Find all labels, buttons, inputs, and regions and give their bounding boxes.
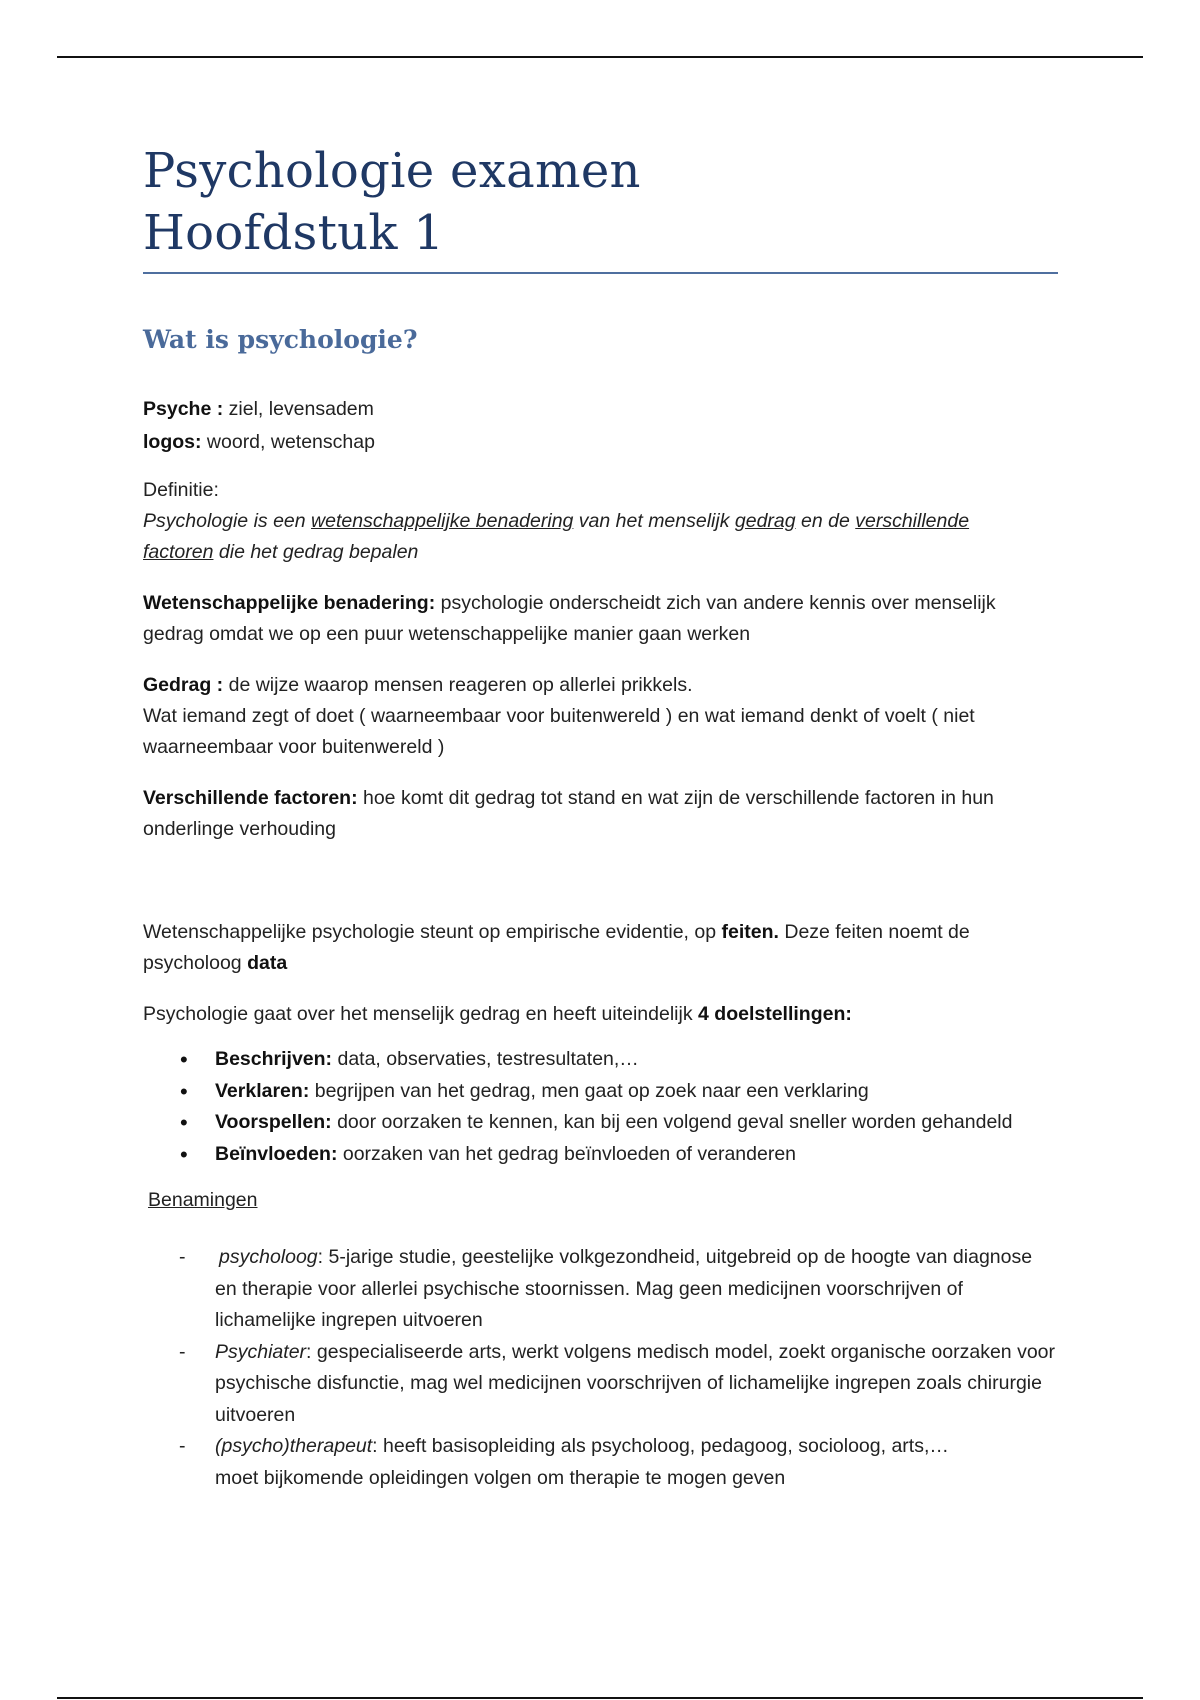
doel-term: Beschrijven: — [215, 1048, 333, 1070]
benamingen-heading-text: Benamingen — [148, 1189, 258, 1211]
text-psyche: ziel, levensadem — [223, 398, 374, 420]
definition-link-gedrag: gedrag — [734, 510, 796, 532]
empirisch-text: Wetenschappelijke psychologie steunt op empirische evidentie, op — [143, 921, 722, 943]
footer-rule — [57, 1697, 1143, 1699]
etymology-block — [143, 394, 1058, 458]
doelstellingen-intro-text: Psychologie gaat over het menselijk gedrag en heeft uiteindelijk — [143, 1003, 699, 1025]
empirisch-paragraph — [143, 917, 1058, 979]
doel-text: oorzaken van het gedrag beïnvloeden of veranderen — [337, 1142, 797, 1165]
dash-marker: - — [179, 1340, 186, 1363]
gedrag-paragraph-2: Wat iemand zegt of doet ( waarneembaar voor buitenwereld ) en wat iemand denkt of voelt ( niet waarneembaar voor buitenwereld ) — [143, 705, 975, 758]
factoren-paragraph — [143, 783, 1058, 845]
benaming-text-2: moet bijkomende opleidingen volgen om therapie te mogen geven — [215, 1466, 786, 1489]
benaming-term: psycholoog — [219, 1246, 318, 1268]
definition-part: die het gedrag bepalen — [213, 541, 419, 563]
definition-part: en de — [795, 510, 856, 532]
list-item — [179, 1431, 1058, 1494]
title-line-2: Hoofdstuk 1 — [143, 205, 445, 261]
benamingen-heading — [143, 1185, 1058, 1216]
list-item — [179, 1337, 1058, 1432]
term-factoren: Verschillende factoren: — [143, 787, 358, 809]
doelstellingen-list — [143, 1044, 1058, 1170]
doel-term: Verklaren: — [215, 1079, 310, 1102]
definition-link-benadering: wetenschappelijke benadering — [311, 510, 574, 532]
definition-part: van het menselijk — [573, 510, 735, 532]
document-body — [143, 140, 1058, 1494]
definition-text — [143, 506, 1058, 568]
list-item — [215, 1076, 1058, 1108]
definition-label: Definitie: — [143, 479, 219, 501]
text-factoren: hoe komt dit gedrag tot stand en wat zijn de verschillende factoren in hun onderlinge verhouding — [143, 787, 994, 840]
empirisch-bold-feiten: feiten. — [721, 921, 779, 943]
etymology-psyche — [143, 394, 1058, 425]
empirisch-bold-data: data — [247, 952, 288, 974]
doel-text: data, observaties, testresultaten,… — [332, 1048, 639, 1070]
list-item — [179, 1242, 1058, 1337]
dash-marker: - — [179, 1246, 186, 1268]
term-logos: logos: — [143, 431, 202, 453]
definition-part: Psychologie is een — [143, 510, 312, 532]
doel-term: Beïnvloeden: — [215, 1142, 338, 1165]
text-wetenschappelijk: psychologie onderscheidt zich van andere kennis over menselijk gedrag omdat we op een puur wetenschappelijke manier gaan werken — [143, 592, 996, 645]
list-item — [215, 1139, 1058, 1171]
text-gedrag: de wijze waarop mensen reageren op allerlei prikkels. — [223, 674, 693, 696]
list-item — [215, 1044, 1058, 1076]
header-rule — [57, 56, 1143, 58]
document-title — [143, 140, 1058, 264]
benamingen-list — [143, 1242, 1058, 1494]
term-gedrag: Gedrag : — [143, 674, 224, 696]
benaming-text: : heeft basisopleiding als psycholoog, pedagoog, socioloog, arts,… — [372, 1435, 949, 1457]
doelstellingen-intro — [143, 999, 1058, 1030]
doelstellingen-intro-bold: 4 doelstellingen: — [698, 1003, 852, 1025]
etymology-logos — [143, 427, 1058, 458]
dash-marker: - — [179, 1435, 186, 1457]
list-item — [215, 1107, 1058, 1139]
empirisch-text: Deze feiten noemt de psycholoog — [143, 921, 970, 974]
doel-term: Voorspellen: — [215, 1111, 332, 1133]
gedrag-block — [143, 670, 1058, 763]
doel-text: begrijpen van het gedrag, men gaat op zoek naar een verklaring — [309, 1079, 869, 1102]
definition-block — [143, 475, 1058, 568]
text-logos: woord, wetenschap — [201, 431, 375, 453]
benaming-text: : 5-jarige studie, geestelijke volkgezondheid, uitgebreid op de hoogte van diagnose en therapie voor allerlei psychische stoornissen. Mag geen medicijnen voorschrijven of lichamelijke ingrepen uitvoeren — [215, 1246, 1033, 1331]
title-line-1: Psychologie examen — [143, 143, 641, 199]
benaming-term: Psychiater — [215, 1340, 307, 1363]
doel-text: door oorzaken te kennen, kan bij een volgend geval sneller worden gehandeld — [331, 1111, 1013, 1133]
term-psyche: Psyche : — [143, 398, 224, 420]
gedrag-paragraph — [143, 670, 1058, 701]
wetenschappelijk-paragraph — [143, 588, 1058, 650]
section-heading: Wat is psychologie? — [143, 325, 418, 354]
benaming-term: (psycho)therapeut — [215, 1435, 373, 1457]
term-wetenschappelijk: Wetenschappelijke benadering: — [143, 592, 436, 614]
benaming-text: : gespecialiseerde arts, werkt volgens medisch model, zoekt organische oorzaken voor psychische disfunctie, mag wel medicijnen voorschrijven of lichamelijke ingrepen zoals chirurgie uitvoeren — [215, 1340, 1056, 1426]
title-rule — [143, 272, 1058, 274]
definition-link-factoren: verschillende factoren — [143, 510, 970, 563]
